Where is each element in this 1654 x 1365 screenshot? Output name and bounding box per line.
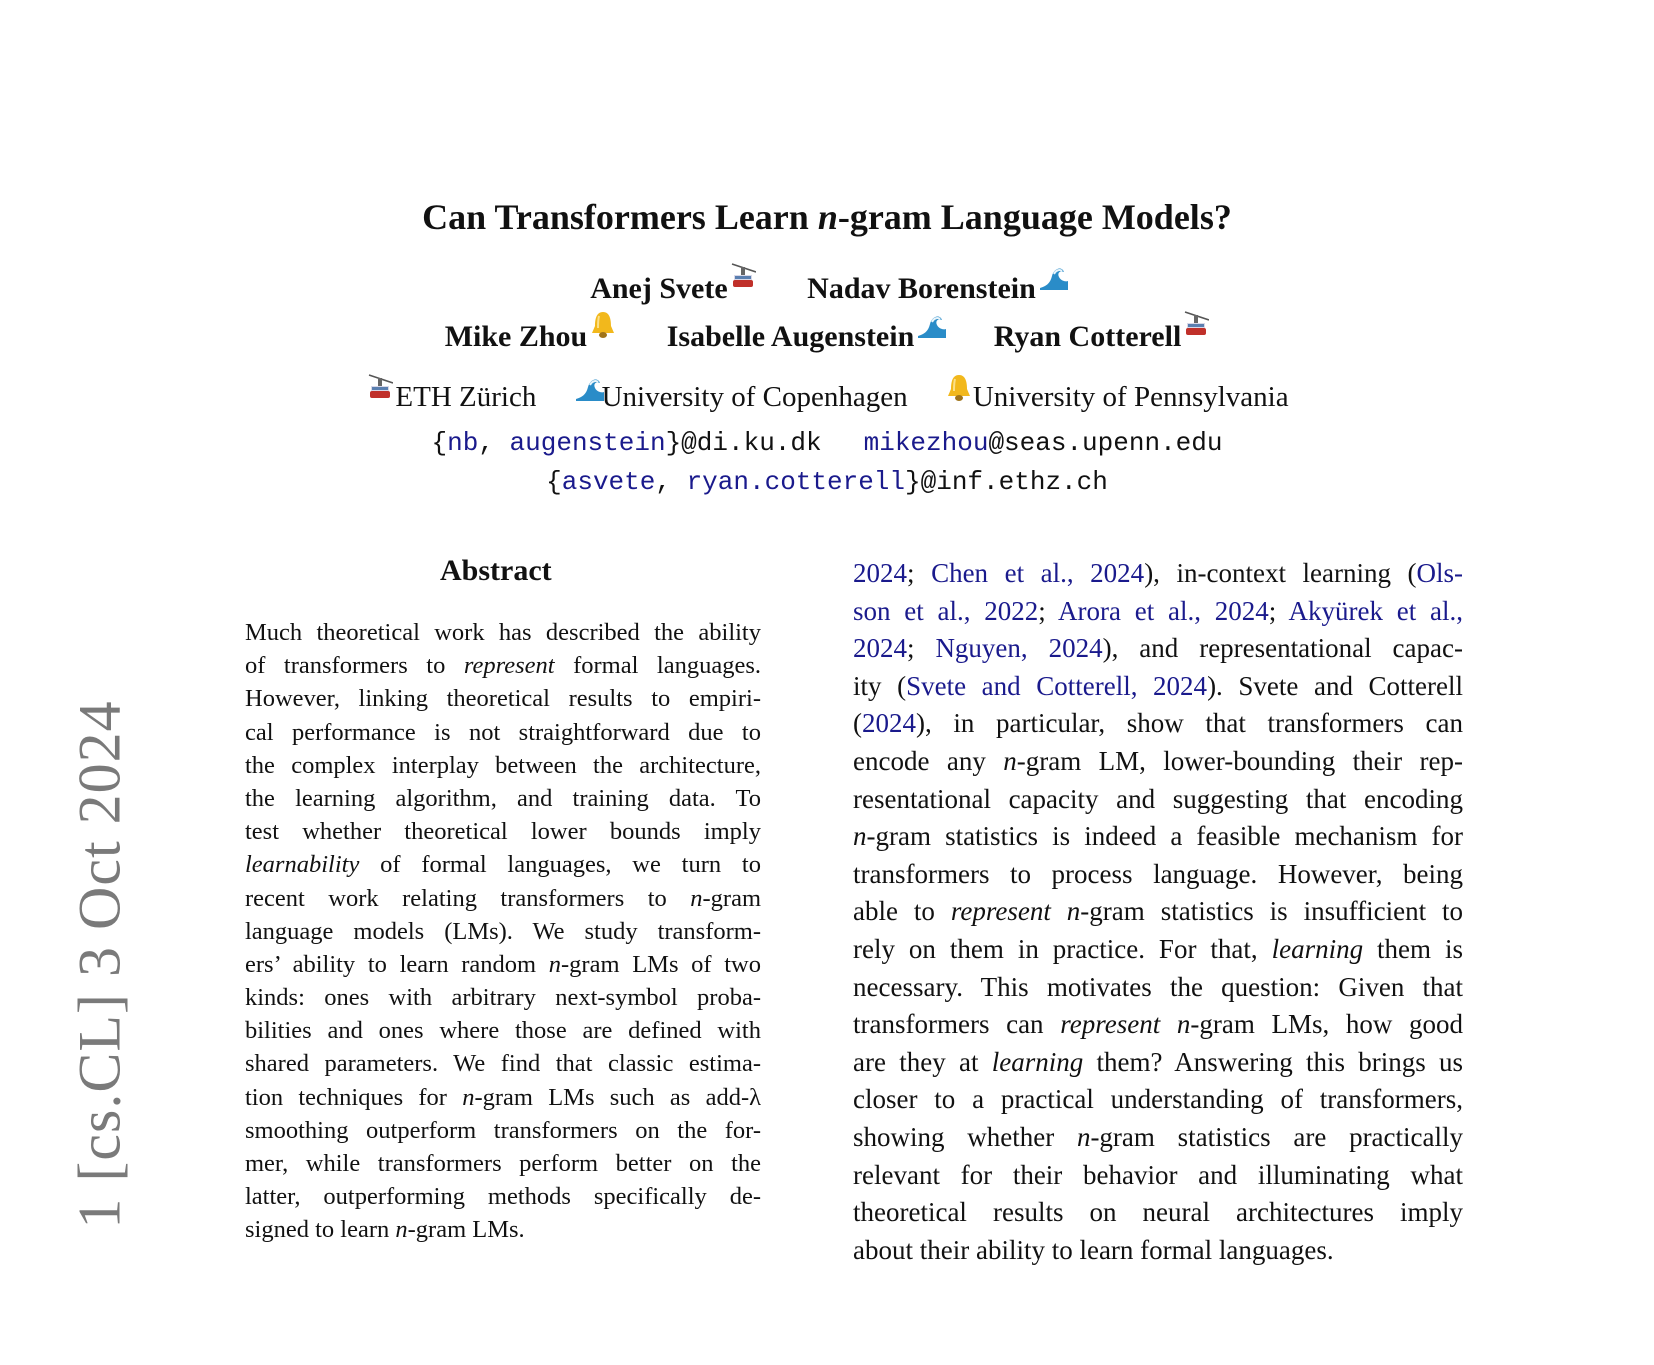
intro-line: resentational capacity and suggesting that encoding <box>853 783 1463 814</box>
title-text-pre: Can Transformers Learn <box>422 197 818 237</box>
abstract-line: shared parameters. We find that classic estima- <box>245 1050 761 1078</box>
email-link-mikezhou[interactable]: mikezhou <box>863 428 989 458</box>
intro-line: theoretical results on neural architectures imply <box>853 1197 1463 1228</box>
wave-icon <box>1038 262 1064 292</box>
intro-line: (2024), in particular, show that transformers can <box>853 708 1463 739</box>
aerial-tramway-icon <box>730 262 756 292</box>
title-variable-n: n <box>817 197 838 237</box>
arxiv-stamp: 1 [cs.CL] 3 Oct 2024 <box>66 700 133 1229</box>
separator: , <box>478 428 510 458</box>
abstract-line: latter, outperforming methods specifically de- <box>245 1183 761 1211</box>
intro-line: encode any n-gram LM, lower-bounding their rep- <box>853 745 1464 776</box>
intro-line: rely on them in practice. For that, learning them is <box>853 933 1464 964</box>
abstract-line: kinds: ones with arbitrary next-symbol proba- <box>245 984 761 1012</box>
abstract-line: the complex interplay between the architecture, <box>245 751 761 779</box>
email-line-1 <box>0 428 1654 458</box>
author-mike-zhou <box>445 320 616 354</box>
author-row-2 <box>0 320 1654 354</box>
email-line-2 <box>0 467 1654 497</box>
affiliation-copenhagen <box>572 381 908 414</box>
author-ryan-cotterell <box>994 320 1210 354</box>
bell-icon <box>589 310 615 340</box>
intro-right-column <box>853 555 1463 1269</box>
intro-line: relevant for their behavior and illuminating what <box>853 1159 1463 1190</box>
aerial-tramway-icon <box>1183 310 1209 340</box>
intro-line: ity (Svete and Cotterell, 2024). Svete and Cotterell <box>853 670 1464 701</box>
abstract-line: tion techniques for n-gram LMs such as add-λ <box>245 1083 761 1111</box>
email-link-asvete[interactable]: asvete <box>561 467 656 497</box>
abstract-line: of transformers to represent formal languages. <box>245 652 761 680</box>
affiliation-eth <box>365 381 536 414</box>
author-name: Nadav Borenstein <box>807 272 1036 305</box>
intro-line: son et al., 2022; Arora et al., 2024; Akyürek et al., <box>853 595 1464 626</box>
intro-line: 2024; Nguyen, 2024), and representational capac- <box>853 633 1463 664</box>
intro-line: are they at learning them? Answering this brings us <box>853 1046 1463 1077</box>
abstract-line: language models (LMs). We study transform- <box>245 917 761 945</box>
author-row-1 <box>0 272 1654 306</box>
abstract-line: However, linking theoretical results to empiri- <box>245 685 761 713</box>
email-domain: @seas.upenn.edu <box>988 428 1223 458</box>
paper-title <box>0 196 1654 238</box>
abstract-line: the learning algorithm, and training data. To <box>245 784 761 812</box>
email-domain: }@inf.ethz.ch <box>905 467 1108 497</box>
abstract-line: Much theoretical work has described the ability <box>245 619 761 646</box>
intro-line: transformers can represent n-gram LMs, how good <box>853 1009 1464 1040</box>
abstract-body <box>245 616 761 1247</box>
intro-line: closer to a practical understanding of transformers, <box>853 1084 1463 1115</box>
brace-open: { <box>546 467 562 497</box>
abstract-line: bilities and ones where those are defined with <box>245 1017 761 1045</box>
author-name: Mike Zhou <box>444 320 588 353</box>
email-domain: }@di.ku.dk <box>665 428 822 458</box>
intro-line: n-gram statistics is indeed a feasible mechanism for <box>853 821 1463 852</box>
author-name: Ryan Cotterell <box>993 320 1182 353</box>
intro-line: able to represent n-gram statistics is insufficient to <box>853 896 1464 927</box>
intro-line: transformers to process language. However, being <box>853 858 1463 889</box>
abstract-line: smoothing outperform transformers on the for- <box>245 1116 761 1144</box>
bell-icon <box>945 373 971 403</box>
separator: , <box>655 467 687 497</box>
affiliation-name: University of Pennsylvania <box>972 381 1289 413</box>
intro-line-clipped: about their ability to learn formal languages. <box>853 1234 1334 1265</box>
intro-line: necessary. This motivates the question: Given that <box>853 971 1463 1002</box>
author-name: Isabelle Augenstein <box>666 320 915 353</box>
aerial-tramway-icon <box>367 373 393 403</box>
email-link-nb[interactable]: nb <box>447 428 479 458</box>
abstract-line: cal performance is not straightforward due to <box>245 718 761 746</box>
abstract-line: signed to learn n-gram LMs. <box>245 1216 525 1244</box>
abstract-line: learnability of formal languages, we turn to <box>245 851 761 879</box>
intro-line: showing whether n-gram statistics are practically <box>853 1121 1463 1152</box>
abstract-line: mer, while transformers perform better on the <box>245 1150 761 1177</box>
abstract-line: test whether theoretical lower bounds imply <box>245 818 761 846</box>
wave-icon <box>574 373 600 403</box>
affiliation-name: University of Copenhagen <box>601 381 908 413</box>
abstract-line: ers’ ability to learn random n-gram LMs of two <box>245 950 761 978</box>
abstract-heading: Abstract <box>440 554 552 587</box>
brace-open: { <box>431 428 448 458</box>
abstract-line: recent work relating transformers to n-gram <box>245 884 761 912</box>
author-anej-svete <box>590 272 755 306</box>
wave-icon <box>916 310 942 340</box>
author-isabelle-augenstein <box>667 320 943 354</box>
author-nadav-borenstein <box>807 272 1064 306</box>
author-name: Anej Svete <box>590 272 728 305</box>
intro-line: 2024; Chen et al., 2024), in-context learning (Ols- <box>853 558 1463 588</box>
affiliation-name: ETH Zürich <box>395 381 537 413</box>
affiliation-penn <box>943 381 1289 414</box>
affiliations <box>0 381 1654 414</box>
email-link-augenstein[interactable]: augenstein <box>509 428 666 458</box>
title-text-post: -gram Language Models? <box>837 197 1232 237</box>
email-link-ryan-cotterell[interactable]: ryan.cotterell <box>686 467 906 497</box>
